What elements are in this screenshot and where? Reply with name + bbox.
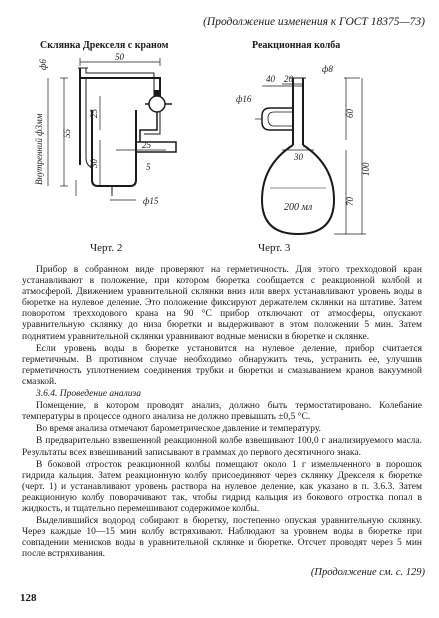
dim-h60: 60 bbox=[345, 109, 355, 118]
section-heading: 3.6.4. Проведение анализа bbox=[36, 389, 141, 400]
figure-right-caption: Черт. 3 bbox=[258, 242, 291, 254]
paragraph: Во время анализа отмечают барометрическое давление и температуру. bbox=[36, 424, 321, 435]
dim-d15: ф15 bbox=[143, 196, 159, 206]
dim-h100: 100 bbox=[361, 162, 371, 176]
dim-h55: 55 bbox=[62, 129, 72, 138]
dim-d8: ф8 bbox=[322, 64, 333, 74]
dim-inner: Внутренний ф3мм bbox=[34, 113, 44, 185]
dim-w20: 20 bbox=[284, 74, 293, 84]
dim-h70: 70 bbox=[345, 197, 355, 206]
dim-d6: ф6 bbox=[38, 59, 48, 70]
paragraph: В боковой отросток реакционной колбы помещают около 1 г измельченного в порошок гидрида кальция. Затем реакционную колбу присоединяют через склянку Дрекселя к бюретке (черт. 1) и устанавливают уровень раствора на нулевое деление, как указано в п. 3.6.3. Затем реакционную колбу поворачивают так, чтобы гидрид кальция из бокового отростка попал в жидкость, и тщательно перемешивают содержимое колбы. bbox=[22, 459, 422, 514]
footer-continuation: (Продолжение см. с. 129) bbox=[310, 567, 425, 578]
figure-right-title: Реакционная колба bbox=[252, 40, 341, 51]
page-number: 128 bbox=[20, 592, 37, 604]
dim-w25: 25 bbox=[142, 140, 151, 150]
paragraph: Прибор в собранном виде проверяют на герметичность. Для этого трехходовой кран устанавливают в положение, при котором бюретка сообщается с реакционной колбой и атмосферой. Движением уравнительной склянки вниз или вверх устанавливают уровень воды в бюретке на нулевое деление. Это положение фиксируют держателем склянки на штативе. Затем поворотом трехходового крана на 90 °С прибор отключают от атмосферы, опускают уравнительную склянку до низа бюретки и выдерживают в этом положении 5 мин. Затем поднятием уравнительной склянки уравнивают водные мениски в бюретке и склянке. bbox=[22, 265, 422, 342]
dim-w40: 40 bbox=[266, 74, 275, 84]
dim-h25: 25 bbox=[89, 109, 99, 118]
body-text bbox=[22, 265, 422, 561]
paragraph: Если уровень воды в бюретке установится на нулевое деление, прибор считается герметичным. В противном случае необходимо обнаружить течь, устранить ее, улучшив герметичность уплотнением соединения трубки и бюретки и смазыванием кранов вакуумной смазкой. bbox=[22, 343, 422, 387]
drechsel-flask-drawing bbox=[48, 58, 176, 200]
dim-w50: 50 bbox=[115, 52, 124, 62]
header-continuation: (Продолжение изменения к ГОСТ 18375—73) bbox=[203, 16, 425, 28]
figure-left-caption: Черт. 2 bbox=[90, 242, 123, 254]
paragraph: Помещение, в котором проводят анализ, должно быть термостатировано. Колебание температуры в процессе одного анализа не должно превышать ±0,5 °С. bbox=[22, 401, 422, 423]
dim-d16: ф16 bbox=[236, 94, 252, 104]
paragraph: Выделившийся водород собирают в бюретку, постепенно опуская уравнительную склянку. Через каждые 10—15 мин колбу встряхивают. Наблюдают за уровнем воды в бюретке при совпадении менисков воды в уравнительной склянке и бюретке. Отсчет проводят через 5 мин после встряхивания. bbox=[22, 516, 422, 560]
stopcock-circle bbox=[149, 96, 165, 112]
dim-volume: 200 мл bbox=[284, 202, 313, 213]
figure-left-title: Склянка Дрекселя с краном bbox=[40, 40, 169, 51]
dim-w5: 5 bbox=[146, 162, 151, 172]
dim-w30: 30 bbox=[294, 152, 303, 162]
paragraph: В предварительно взвешенной реакционной колбе взвешивают 100,0 г анализируемого масла. Результаты всех взвешиваний записывают в граммах до первого десятичного знака. bbox=[22, 436, 422, 458]
dim-h30: 30 bbox=[89, 159, 99, 168]
